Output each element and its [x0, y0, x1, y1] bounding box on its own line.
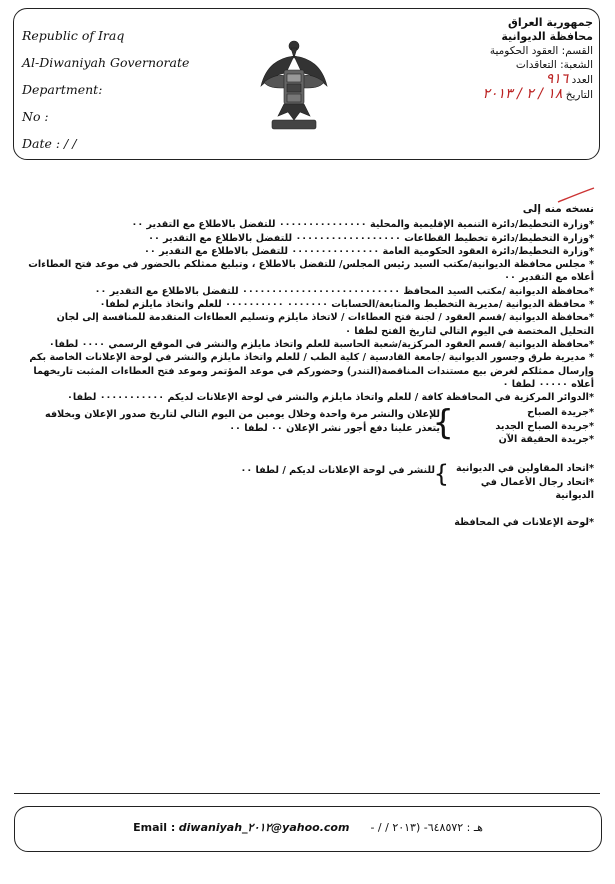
list-item: *وزارة التخطيط/دائرة العقود الحكومية العامة ٠٠٠٠٠٠٠٠٠٠٠٠٠٠٠ للتفضل بالاطلاع مع التقدير ٠٠ [144, 245, 594, 257]
list-item: *محافظة الديوانية /مكتب السيد المحافظ ٠٠٠٠٠٠٠٠٠٠٠٠٠٠٠٠٠٠٠٠٠٠٠٠٠٠٠ للتفضل بالاطلاع مع التقدير ٠٠ [94, 285, 594, 297]
letterhead-arabic [393, 16, 593, 102]
department-arabic: القسم: العقود الحكومية [489, 45, 593, 57]
reference-number: ٩١٦ [545, 71, 569, 87]
number-line: No : [22, 109, 49, 124]
list-item: * مجلس محافظة الديوانية/مكتب السيد رئيس المجلس/ للتفضل بالاطلاع ، وتبليغ ممثلكم بالحضور في موعد فتح العطاءات أعلاه مع التقدير ٠٠ [28, 259, 594, 284]
distribution-list [22, 203, 594, 530]
union-list [449, 462, 594, 502]
unions-group [22, 462, 594, 502]
phone-date-line: هـ : ٦٤٨٥٧٢- (٢٠١٣ / / - [370, 821, 483, 834]
governorate-line: Al-Diwaniyah Governorate [22, 55, 190, 70]
email-value: diwaniyah_٢٠١٢@yahoo.com [178, 821, 350, 834]
newspapers-note-line: يتعذر علينا دفع أجور نشر الإعلان ٠٠ لطفا ٠٠ [229, 422, 440, 434]
footer-contact [15, 821, 601, 834]
letterhead-english [22, 28, 212, 163]
email-label: Email : [133, 821, 176, 834]
footer-box [14, 806, 602, 852]
newspaper-item: *جريدة الحقيقة الآن [498, 434, 594, 446]
republic-arabic: جمهورية العراق [508, 16, 593, 29]
reference-number-line [393, 72, 593, 87]
reference-date: ١٨ / ٢ / ٢٠١٣ [482, 86, 563, 102]
copy-heading: نسخه منه إلى [522, 203, 594, 215]
list-item: *لوحة الإعلانات في المحافظة [454, 517, 594, 529]
newspaper-list [454, 406, 594, 446]
brace-icon: } [433, 460, 449, 489]
governorate-arabic: محافظة الديوانية [501, 30, 593, 43]
list-item: * محافظة الديوانية /مديرية التخطيط والمتابعة/الحسابات ٠٠٠٠٠٠٠ ٠٠٠٠٠٠٠٠٠٠ للعلم واتخاذ مايلزم لطفا٠ [99, 299, 594, 311]
section-arabic: الشعبة: التعاقدات [515, 59, 593, 71]
list-item: *الدوائر المركزية في المحافظة كافة / للعلم واتخاذ مايلزم والنشر في لوحة الإعلانات لديكم ٠٠٠٠٠٠٠٠٠٠٠ لطفا٠ [67, 392, 594, 404]
list-item: *محافظة الديوانية /قسم العقود المركزية/شعبة الحاسبة للعلم واتخاذ مايلزم والنشر في الموقع الرسمي ٠٠٠٠ لطفا٠ [48, 338, 594, 350]
republic-line: Republic of Iraq [22, 28, 125, 43]
date-label: التاريخ [565, 89, 593, 101]
list-item: *وزارة التخطيط/دائرة التنمية الإقليمية والمحلية ٠٠٠٠٠٠٠٠٠٠٠٠٠٠٠ للتفضل بالاطلاع مع التقدير ٠٠ [131, 219, 594, 231]
union-item: *اتحاد المقاولين في الديوانية [456, 463, 594, 475]
newspapers-group [22, 403, 594, 446]
brace-icon: } [432, 403, 454, 444]
unions-note: للنشر في لوحة الإعلانات لديكم / لطفا ٠٠ [240, 465, 435, 477]
newspapers-note [22, 406, 440, 435]
department-line: Department: [22, 82, 103, 97]
newspaper-item: *جريدة الصباح [527, 407, 594, 419]
list-item: *محافظة الديوانية /قسم العقود / لجنة فتح العطاءات / لاتخاذ مايلزم وتسليم العطاءات المتقدمة للمنافسة إلى لجان التحليل المختصة في اليوم التالي لتاريخ الفتح لطفا ٠ [56, 312, 594, 337]
newspapers-note-line: للإعلان والنشر مرة واحدة وخلال يومين من اليوم التالي لتاريخ صدور الإعلان وبخلافه [45, 409, 440, 421]
eagle-emblem-icon [258, 36, 330, 136]
reference-date-line [393, 87, 593, 102]
number-label: العدد [571, 74, 593, 86]
newspaper-item: *جريدة الصباح الجديد [495, 420, 594, 432]
date-line: Date : / / [22, 136, 77, 151]
list-item: *وزارة التخطيط/دائرة تخطيط القطاعات ٠٠٠٠٠٠٠٠٠٠٠٠٠٠٠٠٠٠ للتفضل بالاطلاع مع التقدير ٠٠ [148, 232, 594, 244]
list-item: * مديرية طرق وجسور الديوانية /جامعة القادسية / كلية الطب / للعلم واتخاذ مايلزم والنشر في لوحة الإعلانات الخاصة بكم وإرسال ممثلكم لغرض بيع مستندات المناقصة(التندر) وحضوركم في موعد المؤتمر وموعد فتح العطاءات المثبت تاريخهما أعلاه ٠٠٠٠٠ لطفا ٠ [29, 352, 594, 390]
footer-divider [14, 793, 600, 794]
union-item: *اتحاد رجال الأعمال في الديوانية [480, 476, 594, 501]
